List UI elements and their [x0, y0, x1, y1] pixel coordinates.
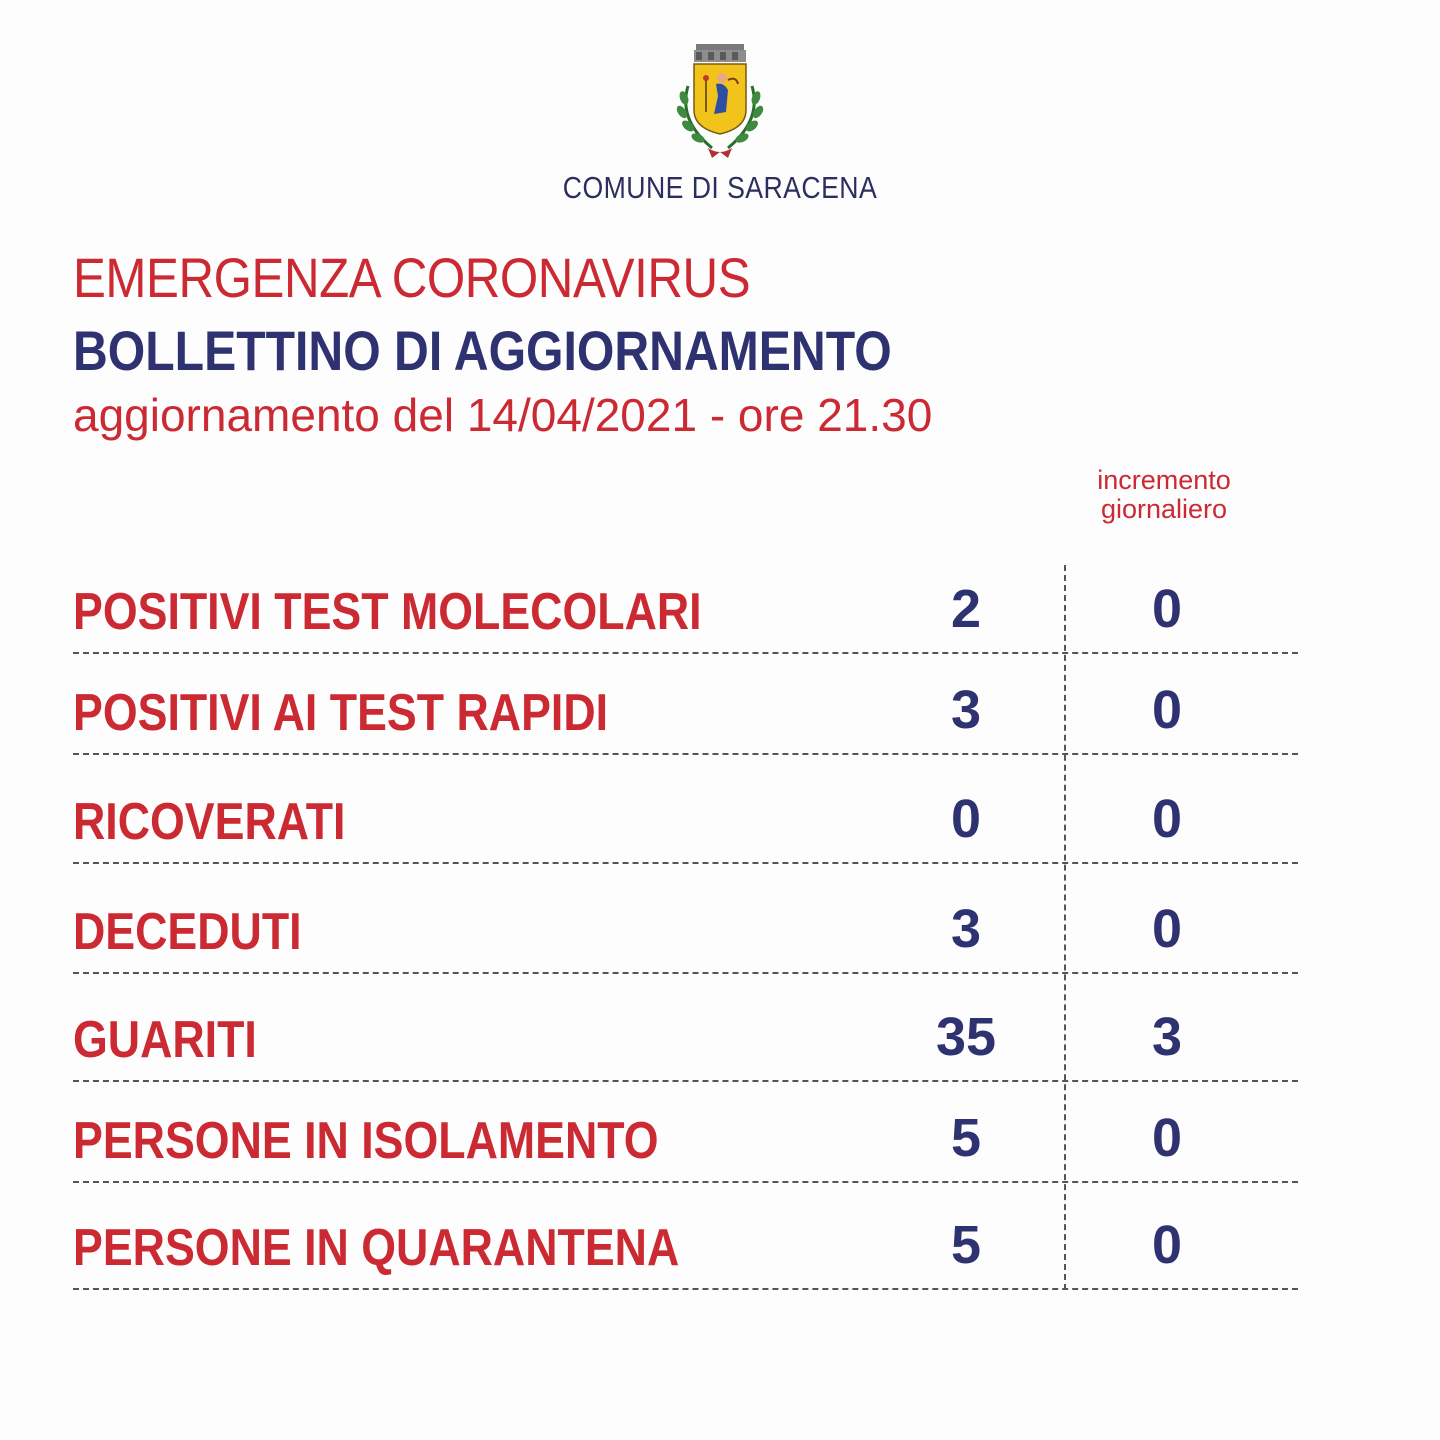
table-row: [73, 899, 1298, 966]
municipality-name: COMUNE DI SARACENA: [562, 170, 878, 205]
row-divider: [73, 1288, 1298, 1290]
row-increment: 0: [1151, 579, 1183, 639]
row-divider: [73, 652, 1298, 654]
bulletin-title: BOLLETTINO DI AGGIORNAMENTO: [73, 319, 892, 382]
increment-header-line2: giornaliero: [1100, 494, 1228, 524]
row-increment: 0: [1151, 789, 1183, 849]
row-label: GUARITI: [73, 1011, 257, 1069]
row-divider: [73, 1181, 1298, 1183]
increment-column-header: [1064, 466, 1264, 524]
table-row: [73, 579, 1298, 646]
row-value: 35: [935, 1007, 997, 1067]
row-value: 2: [950, 579, 982, 639]
row-label: PERSONE IN QUARANTENA: [73, 1219, 680, 1277]
row-increment: 3: [1151, 1007, 1183, 1067]
table-row: [73, 1007, 1298, 1074]
table-row: [73, 1215, 1298, 1282]
update-date: aggiornamento del 14/04/2021 - ore 21.30: [73, 389, 933, 441]
row-increment: 0: [1151, 899, 1183, 959]
row-label: PERSONE IN ISOLAMENTO: [73, 1112, 659, 1170]
row-label: POSITIVI AI TEST RAPIDI: [73, 684, 609, 742]
row-label: POSITIVI TEST MOLECOLARI: [73, 583, 702, 641]
row-value: 5: [950, 1215, 982, 1275]
row-divider: [73, 753, 1298, 755]
coat-of-arms-icon: [668, 40, 772, 164]
row-divider: [73, 1080, 1298, 1082]
row-increment: 0: [1151, 1108, 1183, 1168]
table-row: [73, 680, 1298, 747]
table-row: [73, 789, 1298, 856]
row-label: DECEDUTI: [73, 903, 302, 961]
row-value: 3: [950, 899, 982, 959]
table-row: [73, 1108, 1298, 1175]
row-increment: 0: [1151, 680, 1183, 740]
increment-header-line1: incremento: [1097, 465, 1231, 495]
emergency-title: EMERGENZA CORONAVIRUS: [73, 246, 751, 309]
row-divider: [73, 972, 1298, 974]
row-label: RICOVERATI: [73, 793, 346, 851]
row-value: 5: [950, 1108, 982, 1168]
row-value: 3: [950, 680, 982, 740]
row-divider: [73, 862, 1298, 864]
row-value: 0: [950, 789, 982, 849]
row-increment: 0: [1151, 1215, 1183, 1275]
